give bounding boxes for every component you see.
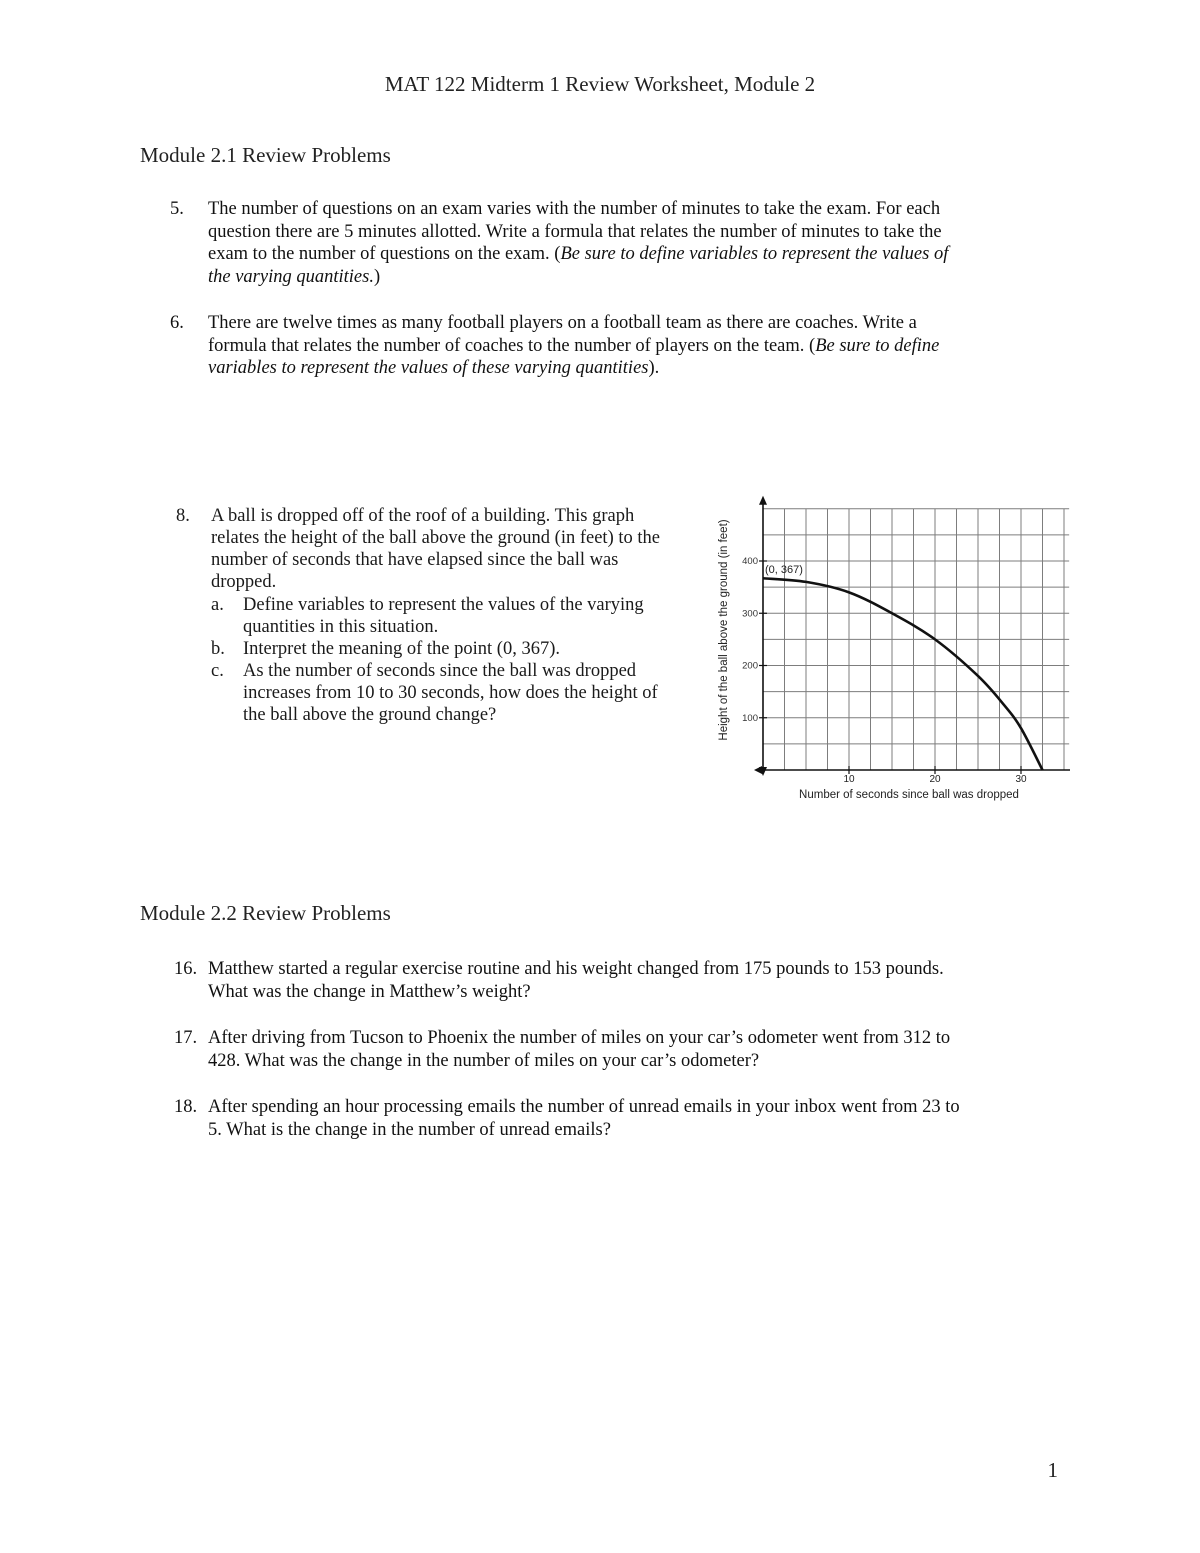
problem-line: [208, 357, 1038, 380]
problem-line: relates the height of the ball above the ground (in feet) to the: [211, 528, 660, 548]
problem-number: 5.: [170, 199, 184, 219]
problem-instruction: Be sure to define: [815, 335, 940, 356]
problem-line: There are twelve times as many football players on a football team as there are coaches. Write a: [208, 313, 917, 333]
subquestion-line: Define variables to represent the values of the varying: [243, 595, 644, 615]
problem-number: 8.: [176, 506, 190, 526]
y-tick-label: 300: [742, 608, 758, 620]
subquestion-line: As the number of seconds since the ball was dropped: [243, 661, 637, 681]
document-title: MAT 122 Midterm 1 Review Worksheet, Module 2: [384, 72, 816, 96]
y-axis-label: Height of the ball above the ground (in feet): [718, 519, 730, 741]
problem-line: After driving from Tucson to Phoenix the number of miles on your car’s odometer went from 312 to: [208, 1028, 951, 1048]
problem-8: [176, 505, 716, 735]
x-axis-arrow-left: [754, 766, 762, 774]
subquestion-line: Interpret the meaning of the point (0, 367).: [243, 639, 560, 659]
problem-line: Matthew started a regular exercise routine and his weight changed from 175 pounds to 153 pounds.: [208, 959, 944, 979]
problem-line: dropped.: [211, 572, 277, 592]
x-tick-label: 30: [1015, 774, 1027, 785]
problem-line: number of seconds that have elapsed since the ball was: [211, 550, 619, 570]
subquestion-line: increases from 10 to 30 seconds, how does the height of: [243, 683, 658, 703]
module-2-2-heading: Module 2.2 Review Problems: [140, 901, 391, 925]
y-tick-label: 200: [742, 660, 758, 672]
subquestion-label: c.: [211, 661, 224, 681]
problem-number: 18.: [174, 1097, 198, 1117]
problem-line: What was the change in Matthew’s weight?: [208, 981, 531, 1002]
problem-line: A ball is dropped off of the roof of a building. This graph: [211, 506, 635, 526]
problem-instruction: Be sure to define variables to represent the values of: [560, 244, 949, 264]
subquestion-b: [211, 638, 681, 660]
problem-text: formula that relates the number of coaches to the number of players on the team. (: [208, 335, 816, 356]
x-tick-label: 10: [843, 774, 855, 785]
module-2-1-heading: Module 2.1 Review Problems: [140, 143, 391, 167]
problem-16: [174, 958, 1054, 1004]
problem-number: 16.: [174, 959, 198, 979]
height-vs-time-graph: [700, 470, 1070, 815]
y-tick-label: 100: [742, 712, 758, 724]
chart-axes: [754, 496, 1070, 776]
page-number: 1: [1047, 1458, 1058, 1482]
x-tick-label: 20: [929, 774, 941, 785]
problem-line: The number of questions on an exam varies with the number of minutes to take the exam. For each: [208, 199, 941, 219]
point-annotation: (0, 367): [765, 564, 803, 577]
problem-line: After spending an hour processing emails the number of unread emails in your inbox went from 23 to: [208, 1097, 960, 1117]
problem-instruction: the varying quantities.: [208, 266, 374, 287]
problem-line: [208, 243, 1038, 266]
problem-line: 428. What was the change in the number of miles on your car’s odometer?: [208, 1050, 760, 1071]
problem-text: ).: [648, 358, 660, 378]
problem-number: 17.: [174, 1028, 198, 1048]
problem-17: [174, 1027, 1054, 1073]
y-axis-arrow: [759, 496, 767, 505]
subquestion-label: b.: [211, 639, 225, 659]
problem-6: [170, 312, 1040, 382]
problem-line: question there are 5 minutes allotted. Write a formula that relates the number of minutes to take the: [208, 221, 942, 242]
subquestion-line: the ball above the ground change?: [243, 705, 497, 725]
problem-line: [208, 335, 1038, 358]
problem-line: [208, 266, 1038, 289]
problem-number: 6.: [170, 313, 184, 333]
x-axis-label: Number of seconds since ball was dropped: [799, 789, 1019, 801]
problem-18: [174, 1096, 1054, 1142]
y-tick-label: 400: [742, 556, 758, 567]
problem-line: 5. What is the change in the number of unread emails?: [208, 1119, 611, 1140]
problem-text: exam to the number of questions on the exam. (: [208, 244, 561, 264]
subquestion-label: a.: [211, 595, 224, 615]
data-curve-height: [763, 578, 1043, 770]
problem-text: ): [373, 266, 381, 287]
subquestion-line: quantities in this situation.: [243, 617, 439, 637]
subquestion-c: [211, 660, 681, 726]
problem-instruction: variables to represent the values of these varying quantities: [208, 358, 649, 378]
problem-5: [170, 198, 1040, 290]
subquestion-a: [211, 594, 681, 638]
